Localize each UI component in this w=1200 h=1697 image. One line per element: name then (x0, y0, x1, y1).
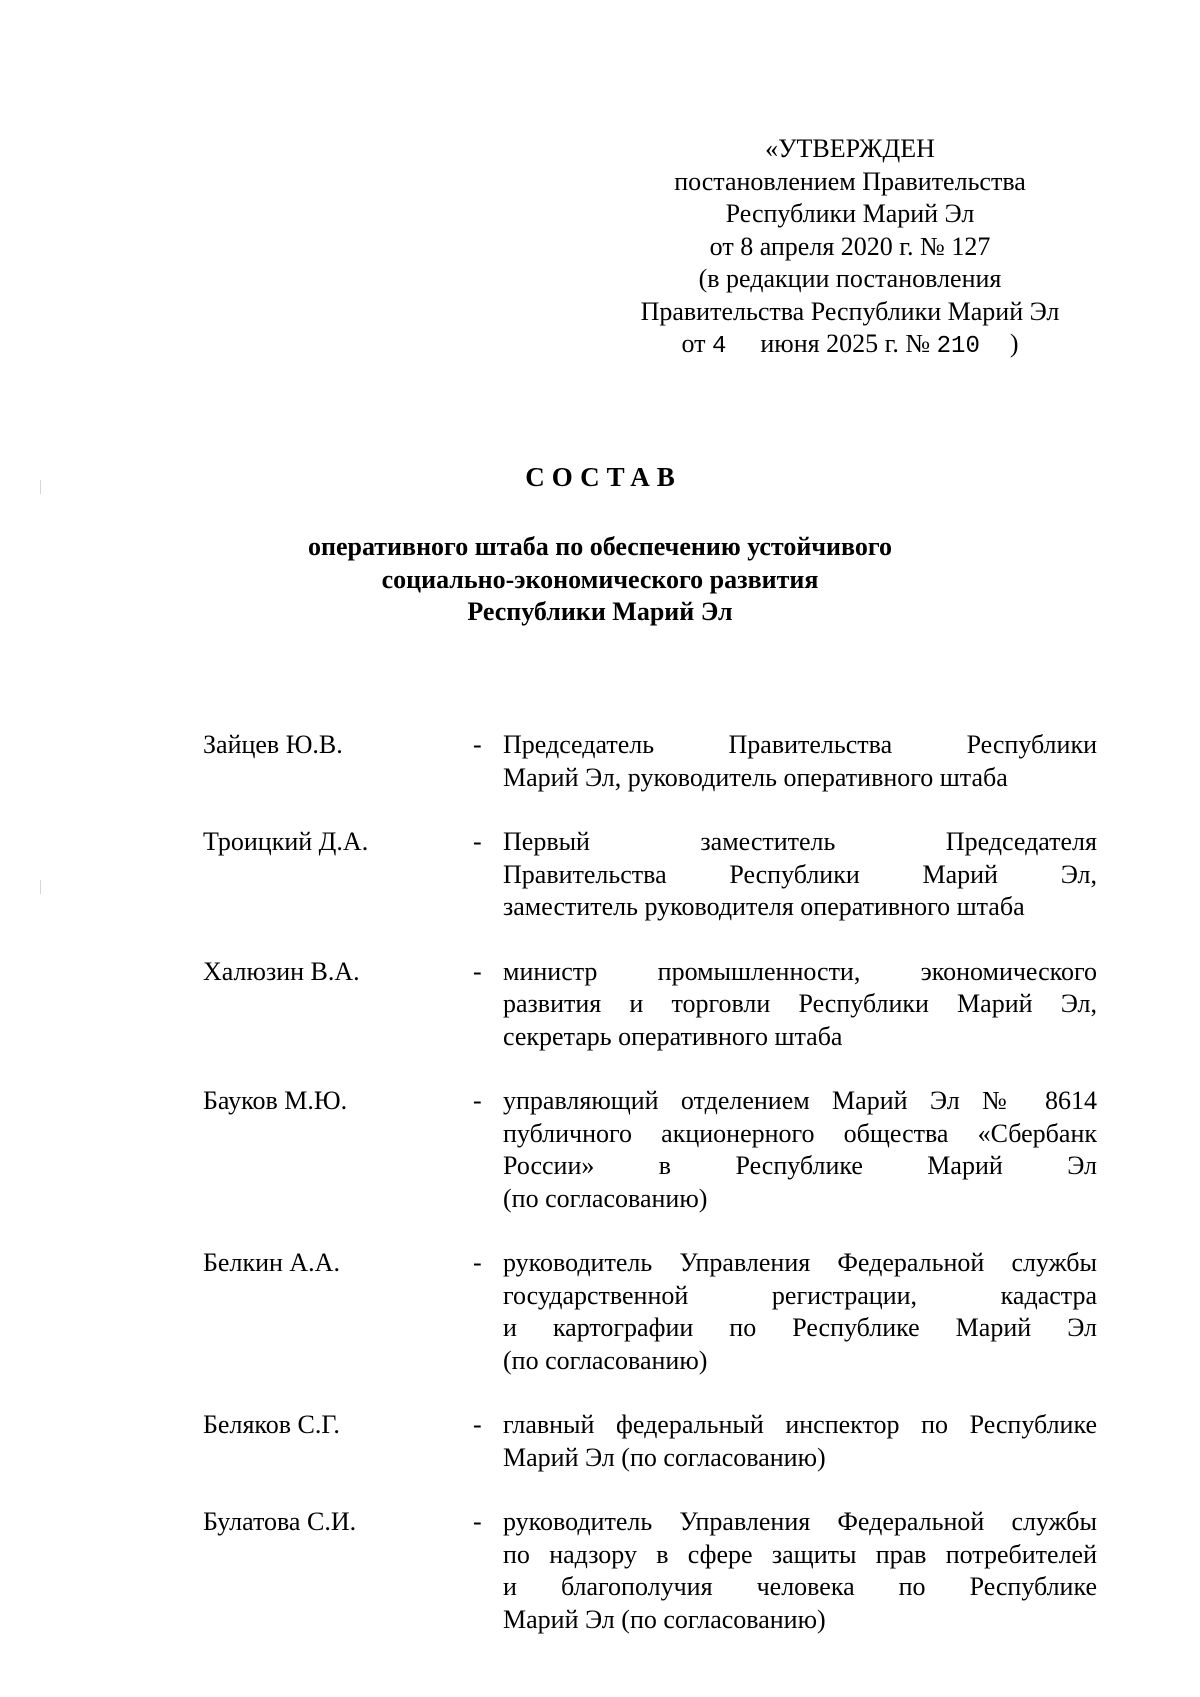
member-role-line: Первый заместитель Председателя (503, 827, 1097, 856)
approval-block (600, 133, 1100, 364)
member-dash: - (473, 730, 482, 759)
member-role-line: Марий Эл (по согласованию) (503, 1604, 826, 1634)
member-role-line: и картографии по Республике Марий Эл (503, 1313, 1097, 1342)
member-role-line: по надзору в сфере защиты прав потребителей (503, 1539, 1097, 1569)
approval-edition-prefix: от (681, 329, 706, 358)
member-role-line: министр промышленности, экономического (503, 956, 1097, 986)
member-row (203, 826, 1103, 924)
member-name: Булатова С.И. (203, 1507, 357, 1536)
member-role (503, 1506, 1097, 1636)
member-role-line: секретарь оперативного штаба (503, 1021, 843, 1051)
member-role-line: публичного акционерного общества «Сбербанк (503, 1118, 1097, 1148)
member-row (203, 729, 1103, 794)
member-dash: - (473, 1086, 482, 1115)
approval-edition-day: 4 (711, 333, 727, 360)
member-dash: - (473, 1507, 482, 1536)
member-row (203, 1247, 1103, 1377)
member-role-line: государственной регистрации, кадастра (503, 1280, 1097, 1310)
member-role (503, 1247, 1097, 1377)
approval-line: (в редакции постановления (698, 264, 1002, 293)
member-row (203, 1506, 1103, 1636)
approval-line: от 8 апреля 2020 г. № 127 (709, 231, 991, 261)
member-dash: - (473, 1248, 482, 1277)
approval-edition-suffix: ) (1009, 329, 1019, 358)
member-name: Беляков С.Г. (203, 1410, 340, 1439)
member-role (503, 729, 1097, 794)
member-row (203, 956, 1103, 1054)
member-row (203, 1409, 1103, 1474)
member-role-line: развития и торговли Республики Марий Эл, (503, 989, 1097, 1018)
approval-line: Республики Марий Эл (725, 199, 975, 228)
member-role-line: Марий Эл (по согласованию) (503, 1442, 826, 1472)
member-role (503, 956, 1097, 1054)
member-role-line: Председатель Правительства Республики (503, 730, 1097, 759)
member-dash: - (473, 827, 482, 856)
member-role-line: (по согласованию) (503, 1183, 708, 1213)
approval-line: Правительства Республики Марий Эл (640, 296, 1060, 326)
member-name: Халюзин В.А. (203, 956, 360, 986)
member-role-line: заместитель руководителя оперативного штаба (503, 892, 1025, 921)
member-name: Троицкий Д.А. (203, 827, 369, 856)
member-role (503, 826, 1097, 924)
scan-artifact (40, 880, 41, 894)
document-subtitle (300, 531, 900, 629)
member-role (503, 1409, 1097, 1474)
member-role-line: и благополучия человека по Республике (503, 1572, 1097, 1601)
member-role-line: главный федеральный инспектор по Республике (503, 1410, 1097, 1439)
member-role (503, 1085, 1097, 1215)
member-role-line: России» в Республике Марий Эл (503, 1151, 1097, 1180)
member-name: Бауков М.Ю. (203, 1086, 348, 1115)
member-role-line: Марий Эл, руководитель оперативного штаба (503, 762, 1008, 792)
document-heading: СОСТАВ (525, 462, 682, 492)
subtitle-line: социально-экономического развития (381, 564, 819, 594)
approval-edition-line (600, 328, 1100, 364)
member-role-line: руководитель Управления Федеральной службы (503, 1248, 1097, 1277)
approval-title: «УТВЕРЖДЕН (765, 134, 935, 163)
member-dash: - (473, 956, 482, 986)
approval-edition-number: 210 (936, 333, 980, 360)
approval-edition-middle: июня 2025 г. № (760, 329, 931, 358)
member-name: Зайцев Ю.В. (203, 730, 343, 759)
member-role-line: управляющий отделением Марий Эл № 8614 (503, 1086, 1097, 1115)
member-name: Белкин А.А. (203, 1248, 340, 1277)
subtitle-line: оперативного штаба по обеспечению устойчивого (307, 532, 893, 561)
members-list (203, 729, 1103, 1668)
member-role-line: (по согласованию) (503, 1345, 708, 1375)
member-role-line: руководитель Управления Федеральной службы (503, 1507, 1097, 1536)
subtitle-line: Республики Марий Эл (467, 597, 733, 626)
member-dash: - (473, 1410, 482, 1439)
member-role-line: Правительства Республики Марий Эл, (503, 859, 1097, 889)
member-row (203, 1085, 1103, 1215)
approval-line: постановлением Правительства (674, 166, 1026, 196)
